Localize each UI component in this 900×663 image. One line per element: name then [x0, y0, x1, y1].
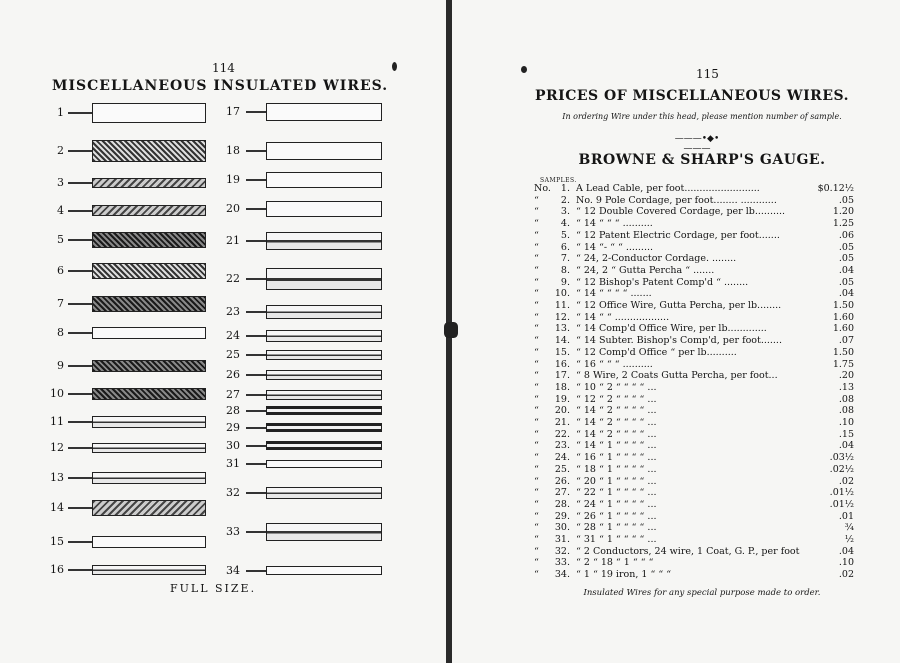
wire-insulation [266, 350, 382, 360]
wire-conductor [246, 335, 266, 337]
wire-sample-number: 6 [57, 264, 64, 277]
wire-insulation [266, 232, 382, 250]
wire-conductor [68, 150, 92, 152]
wire-conductor [68, 303, 92, 305]
wire-description: “ 20 “ 1 “ “ “ “ ... [576, 475, 657, 487]
sample-number: 29. [554, 510, 570, 522]
price-row [534, 405, 854, 417]
wire-conductor [68, 569, 92, 571]
ditto-mark: “ [534, 276, 539, 288]
wire-conductor [246, 463, 266, 465]
price-row [534, 218, 854, 230]
price: .02 [838, 569, 854, 581]
price: .15 [838, 428, 854, 440]
price: .06 [838, 229, 854, 241]
sample-number: 3. [560, 206, 570, 218]
price-row [534, 253, 854, 265]
wire-sample-number: 26 [226, 368, 240, 381]
wire-conductor [68, 210, 92, 212]
wire-description: “ 14 “ “ “ .......... [576, 218, 653, 230]
sample-number: 13. [554, 323, 570, 335]
wire-sample-number: 14 [50, 501, 64, 514]
wire-description: “ 14 “- “ “ ......... [576, 241, 654, 253]
ditto-mark: “ [534, 288, 539, 300]
wire-description: No. 9 Pole Cordage, per foot........ ............ [576, 194, 777, 206]
price-row [534, 370, 854, 382]
price-row [534, 546, 854, 558]
ditto-mark: “ [534, 440, 539, 452]
price-row [534, 242, 854, 254]
wire-sample-number: 34 [226, 563, 240, 577]
wire-conductor [68, 270, 92, 272]
sample-number: 23. [554, 440, 570, 452]
price-row [534, 195, 854, 207]
sample-number: 34. [554, 569, 570, 581]
wire-sample-number: 2 [57, 144, 64, 157]
ditto-mark: “ [534, 557, 539, 569]
price-row [534, 394, 854, 406]
wire-conductor [68, 541, 92, 543]
wire-insulation [266, 201, 382, 217]
wire-conductor [68, 365, 92, 367]
wire-sample-number: 20 [226, 202, 240, 215]
wire-conductor [68, 239, 92, 241]
wire-sample-number: 13 [50, 471, 64, 484]
wire-insulation [92, 327, 206, 339]
ditto-mark: “ [534, 510, 539, 522]
wire-sample-number: 30 [226, 438, 240, 452]
sample-number: 12. [554, 311, 570, 323]
ditto-mark: “ [534, 381, 539, 393]
sample-number: 4. [560, 218, 570, 230]
price-row [534, 417, 854, 429]
wire-sample-number: 19 [226, 173, 240, 186]
wire-sample-number: 21 [226, 234, 240, 247]
price-row [534, 312, 854, 324]
price: .10 [838, 417, 854, 428]
ditto-mark: “ [534, 452, 539, 464]
price: .04 [838, 545, 854, 557]
wire-sample-number: 12 [50, 441, 64, 454]
price: 1.60 [832, 311, 854, 323]
wire-sample-number: 11 [50, 415, 64, 428]
ditto-mark: “ [534, 428, 539, 440]
price-row [534, 347, 854, 359]
wire-conductor [246, 394, 266, 396]
price: .13 [838, 381, 854, 393]
wire-sample-number: 23 [226, 305, 240, 318]
wire-description: “ 14 Comp'd Office Wire, per lb............. [576, 323, 767, 335]
ditto-mark: “ [534, 417, 539, 428]
wire-description: “ 16 “ 1 “ “ “ “ ... [576, 452, 657, 464]
sample-number: 7. [560, 253, 570, 265]
wire-insulation [92, 103, 206, 123]
sample-number: 21. [554, 417, 570, 428]
wire-insulation [92, 388, 206, 400]
sample-number: 24. [554, 452, 570, 464]
price-row [534, 499, 854, 511]
binding-clip [444, 322, 458, 338]
wire-insulation [266, 330, 382, 342]
ditto-mark: “ [534, 545, 539, 557]
sample-number: 18. [554, 381, 570, 393]
price-row [534, 569, 854, 581]
wire-conductor [68, 182, 92, 184]
left-page [0, 0, 448, 663]
wire-description: “ 12 “ 2 “ “ “ “ ... [576, 393, 657, 405]
price-row [534, 511, 854, 523]
price-row [534, 323, 854, 335]
wire-description: “ 2 “ 18 “ 1 “ “ “ [576, 557, 654, 569]
wire-description: “ 12 Office Wire, Gutta Percha, per lb........ [576, 300, 782, 311]
wire-insulation [92, 472, 206, 484]
right-page [452, 0, 900, 663]
wire-sample-number: 22 [226, 272, 240, 285]
sample-number: 22. [554, 428, 570, 440]
ditto-mark: “ [534, 335, 539, 347]
wire-conductor [246, 240, 266, 242]
sample-number: 15. [554, 346, 570, 358]
wire-sample-number: 5 [57, 233, 64, 246]
price-row [534, 534, 854, 546]
wire-conductor [246, 570, 266, 572]
ditto-mark: “ [534, 311, 539, 323]
wire-conductor [246, 427, 266, 429]
wire-description: “ 1 “ 19 iron, 1 “ “ “ [576, 569, 672, 581]
full-size-caption: FULL SIZE. [170, 582, 257, 595]
wire-sample-number: 25 [226, 348, 240, 361]
wire-conductor [68, 477, 92, 479]
wire-conductor [246, 374, 266, 376]
price-row [534, 277, 854, 289]
wire-sample-number: 16 [50, 563, 64, 576]
ditto-mark: “ [534, 194, 539, 206]
ditto-mark: “ [534, 393, 539, 405]
wire-insulation [266, 172, 382, 188]
price-row [534, 440, 854, 452]
wire-sample-number: 32 [226, 486, 240, 499]
wire-description: “ 10 “ 2 “ “ “ “ ... [576, 381, 657, 393]
wire-insulation [92, 536, 206, 548]
wire-insulation [92, 232, 206, 248]
wire-sample-number: 17 [226, 105, 240, 118]
sample-number: 19. [554, 393, 570, 405]
wire-sample-number: 24 [226, 329, 240, 342]
price: .03½ [829, 452, 854, 464]
sample-number: 16. [554, 358, 570, 370]
left-page-title: MISCELLANEOUS INSULATED WIRES. [52, 78, 389, 94]
ditto-mark: “ [534, 241, 539, 253]
wire-insulation [266, 370, 382, 380]
samples-label: SAMPLES. [540, 177, 577, 184]
price-row [534, 288, 854, 300]
ornament-divider: ———•◆•——— [674, 134, 720, 154]
wire-conductor [68, 421, 92, 423]
ditto-mark: “ [534, 206, 539, 218]
gauge-heading: BROWNE & SHARP'S GAUGE. [578, 152, 826, 168]
sample-number: 8. [560, 264, 570, 276]
wire-insulation [92, 443, 206, 453]
price: ¾ [844, 522, 854, 534]
wire-conductor [68, 447, 92, 449]
wire-description: A Lead Cable, per foot......................... [576, 183, 760, 194]
price: .04 [838, 288, 854, 300]
price-row [534, 476, 854, 488]
price: .05 [838, 276, 854, 288]
sample-number: 32. [554, 545, 570, 557]
ditto-mark: No. [534, 183, 551, 194]
ditto-mark: “ [534, 498, 539, 510]
wire-conductor [68, 332, 92, 334]
price: .04 [838, 440, 854, 452]
price-row [534, 183, 854, 195]
wire-conductor [246, 354, 266, 356]
sample-number: 10. [554, 288, 570, 300]
price: .07 [838, 335, 854, 347]
ditto-mark: “ [534, 475, 539, 487]
ditto-mark: “ [534, 229, 539, 241]
price: ½ [844, 534, 854, 545]
price: .20 [838, 370, 854, 382]
sample-number: 28. [554, 498, 570, 510]
wire-conductor [246, 445, 266, 447]
sample-number: 20. [554, 405, 570, 417]
wire-description: “ 12 Comp'd Office “ per lb.......... [576, 346, 737, 358]
sample-number: 17. [554, 370, 570, 382]
wire-insulation [266, 523, 382, 541]
wire-insulation [266, 142, 382, 160]
price-row [534, 335, 854, 347]
ditto-mark: “ [534, 487, 539, 499]
sample-number: 31. [554, 534, 570, 545]
wire-description: “ 24, 2 “ Gutta Percha “ ....... [576, 264, 715, 276]
wire-description: “ 14 “ 2 “ “ “ “ ... [576, 417, 657, 428]
wire-sample-number: 3 [57, 176, 64, 189]
price: .05 [838, 253, 854, 265]
wire-description: “ 24, 2-Conductor Cordage. ........ [576, 253, 737, 265]
wire-sample-number: 33 [226, 525, 240, 538]
wire-description: “ 14 “ “ “ “ ....... [576, 288, 652, 300]
sample-number: 5. [560, 229, 570, 241]
wire-insulation [92, 565, 206, 575]
right-page-number: 115 [696, 67, 719, 81]
wire-description: “ 14 “ 1 “ “ “ “ ... [576, 440, 657, 452]
wire-conductor [246, 208, 266, 210]
wire-insulation [266, 268, 382, 290]
wire-description: “ 12 Double Covered Cordage, per lb.......... [576, 206, 786, 218]
wire-insulation [266, 103, 382, 121]
ditto-mark: “ [534, 300, 539, 311]
price: .04 [838, 264, 854, 276]
wire-insulation [92, 263, 206, 279]
ditto-mark: “ [534, 463, 539, 475]
ditto-mark: “ [534, 522, 539, 534]
wire-conductor [246, 179, 266, 181]
price: .01½ [829, 487, 854, 499]
wire-conductor [246, 531, 266, 533]
price-row [534, 429, 854, 441]
sample-number: 1. [560, 183, 570, 194]
wire-insulation [266, 406, 382, 415]
wire-insulation [92, 296, 206, 312]
price: .01 [838, 510, 854, 522]
wire-description: “ 16 “ “ “ .......... [576, 358, 653, 370]
wire-sample-number: 15 [50, 535, 64, 548]
wire-description: “ 8 Wire, 2 Coats Gutta Percha, per foot... [576, 370, 778, 382]
wire-insulation [266, 460, 382, 468]
wire-insulation [266, 423, 382, 432]
wire-description: “ 12 Bishop's Patent Comp'd “ ........ [576, 276, 749, 288]
price: $0.12½ [817, 183, 854, 194]
price-row [534, 464, 854, 476]
wire-conductor [246, 311, 266, 313]
wire-description: “ 18 “ 1 “ “ “ “ ... [576, 463, 657, 475]
wire-sample-number: 7 [57, 297, 64, 310]
wire-description: “ 14 “ “ .................. [576, 311, 670, 323]
wire-sample-number: 4 [57, 203, 64, 217]
ditto-mark: “ [534, 370, 539, 382]
price-row [534, 300, 854, 312]
sample-number: 9. [560, 276, 570, 288]
wire-insulation [92, 205, 206, 216]
wire-insulation [92, 416, 206, 428]
wire-insulation [266, 487, 382, 499]
price: 1.60 [832, 323, 854, 335]
wire-insulation [92, 140, 206, 162]
wire-insulation [266, 305, 382, 319]
wire-insulation [266, 566, 382, 575]
ditto-mark: “ [534, 569, 539, 581]
sample-number: 14. [554, 335, 570, 347]
price: .01½ [829, 498, 854, 510]
price: .05 [838, 241, 854, 253]
wire-description: “ 12 Patent Electric Cordage, per foot....... [576, 229, 780, 241]
wire-sample-number: 18 [226, 144, 240, 157]
wire-sample-number: 31 [226, 457, 240, 470]
wire-conductor [68, 112, 92, 114]
wire-conductor [246, 150, 266, 152]
wire-sample-number: 1 [57, 106, 64, 119]
price: 1.20 [832, 206, 854, 218]
ditto-mark: “ [534, 218, 539, 230]
price-row [534, 452, 854, 464]
wire-conductor [246, 111, 266, 113]
wire-description: “ 31 “ 1 “ “ “ “ ... [576, 534, 657, 545]
price: .08 [838, 405, 854, 417]
wire-sample-number: 29 [226, 420, 240, 434]
wire-description: “ 2 Conductors, 24 wire, 1 Coat, G. P., per foot [576, 545, 800, 557]
wire-description: “ 22 “ 1 “ “ “ “ ... [576, 487, 657, 499]
wire-description: “ 28 “ 1 “ “ “ “ ... [576, 522, 657, 534]
wire-sample-number: 27 [226, 388, 240, 401]
ditto-mark: “ [534, 358, 539, 370]
sample-number: 30. [554, 522, 570, 534]
price-row [534, 206, 854, 218]
wire-insulation [92, 500, 206, 516]
wire-description: “ 14 “ 2 “ “ “ “ ... [576, 428, 657, 440]
wire-conductor [246, 492, 266, 494]
ditto-mark: “ [534, 264, 539, 276]
wire-description: “ 14 Subter. Bishop's Comp'd, per foot....... [576, 335, 782, 347]
left-page-number: 114 [212, 61, 235, 75]
sample-number: 11. [554, 300, 570, 311]
wire-conductor [246, 278, 266, 280]
price: .10 [838, 557, 854, 569]
ditto-mark: “ [534, 405, 539, 417]
wire-sample-number: 8 [57, 326, 64, 339]
price-row [534, 522, 854, 534]
price: .08 [838, 393, 854, 405]
wire-insulation [92, 360, 206, 372]
ink-speck [521, 66, 527, 73]
sample-number: 26. [554, 475, 570, 487]
wire-description: “ 24 “ 1 “ “ “ “ ... [576, 498, 657, 510]
wire-sample-number: 28 [226, 403, 240, 417]
sample-number: 6. [560, 241, 570, 253]
sample-number: 25. [554, 463, 570, 475]
special-order-note: Insulated Wires for any special purpose made to order. [583, 588, 821, 598]
ditto-mark: “ [534, 323, 539, 335]
wire-conductor [68, 507, 92, 509]
price: .02½ [829, 463, 854, 475]
wire-description: “ 26 “ 1 “ “ “ “ ... [576, 510, 657, 522]
price: 1.50 [832, 346, 854, 358]
sample-number: 2. [560, 194, 570, 206]
wire-insulation [266, 441, 382, 450]
sample-number: 33. [554, 557, 570, 569]
price-row [534, 230, 854, 242]
price: .05 [838, 194, 854, 206]
wire-insulation [92, 178, 206, 188]
wire-sample-number: 9 [57, 359, 64, 372]
ditto-mark: “ [534, 534, 539, 545]
ditto-mark: “ [534, 253, 539, 265]
price: 1.75 [832, 358, 854, 370]
price-row [534, 265, 854, 277]
ink-speck [392, 62, 397, 71]
price-row [534, 359, 854, 371]
price-row [534, 487, 854, 499]
wire-conductor [68, 393, 92, 395]
ditto-mark: “ [534, 346, 539, 358]
price-row [534, 557, 854, 569]
price: .02 [838, 475, 854, 487]
wire-sample-number: 10 [50, 387, 64, 400]
wire-conductor [246, 410, 266, 412]
wire-description: “ 14 “ 2 “ “ “ “ ... [576, 405, 657, 417]
price: 1.25 [832, 218, 854, 230]
price: 1.50 [832, 300, 854, 311]
sample-number: 27. [554, 487, 570, 499]
ordering-note: In ordering Wire under this head, please mention number of sample. [562, 112, 842, 121]
wire-insulation [266, 390, 382, 400]
price-row [534, 382, 854, 394]
right-page-title: PRICES OF MISCELLANEOUS WIRES. [535, 88, 849, 104]
